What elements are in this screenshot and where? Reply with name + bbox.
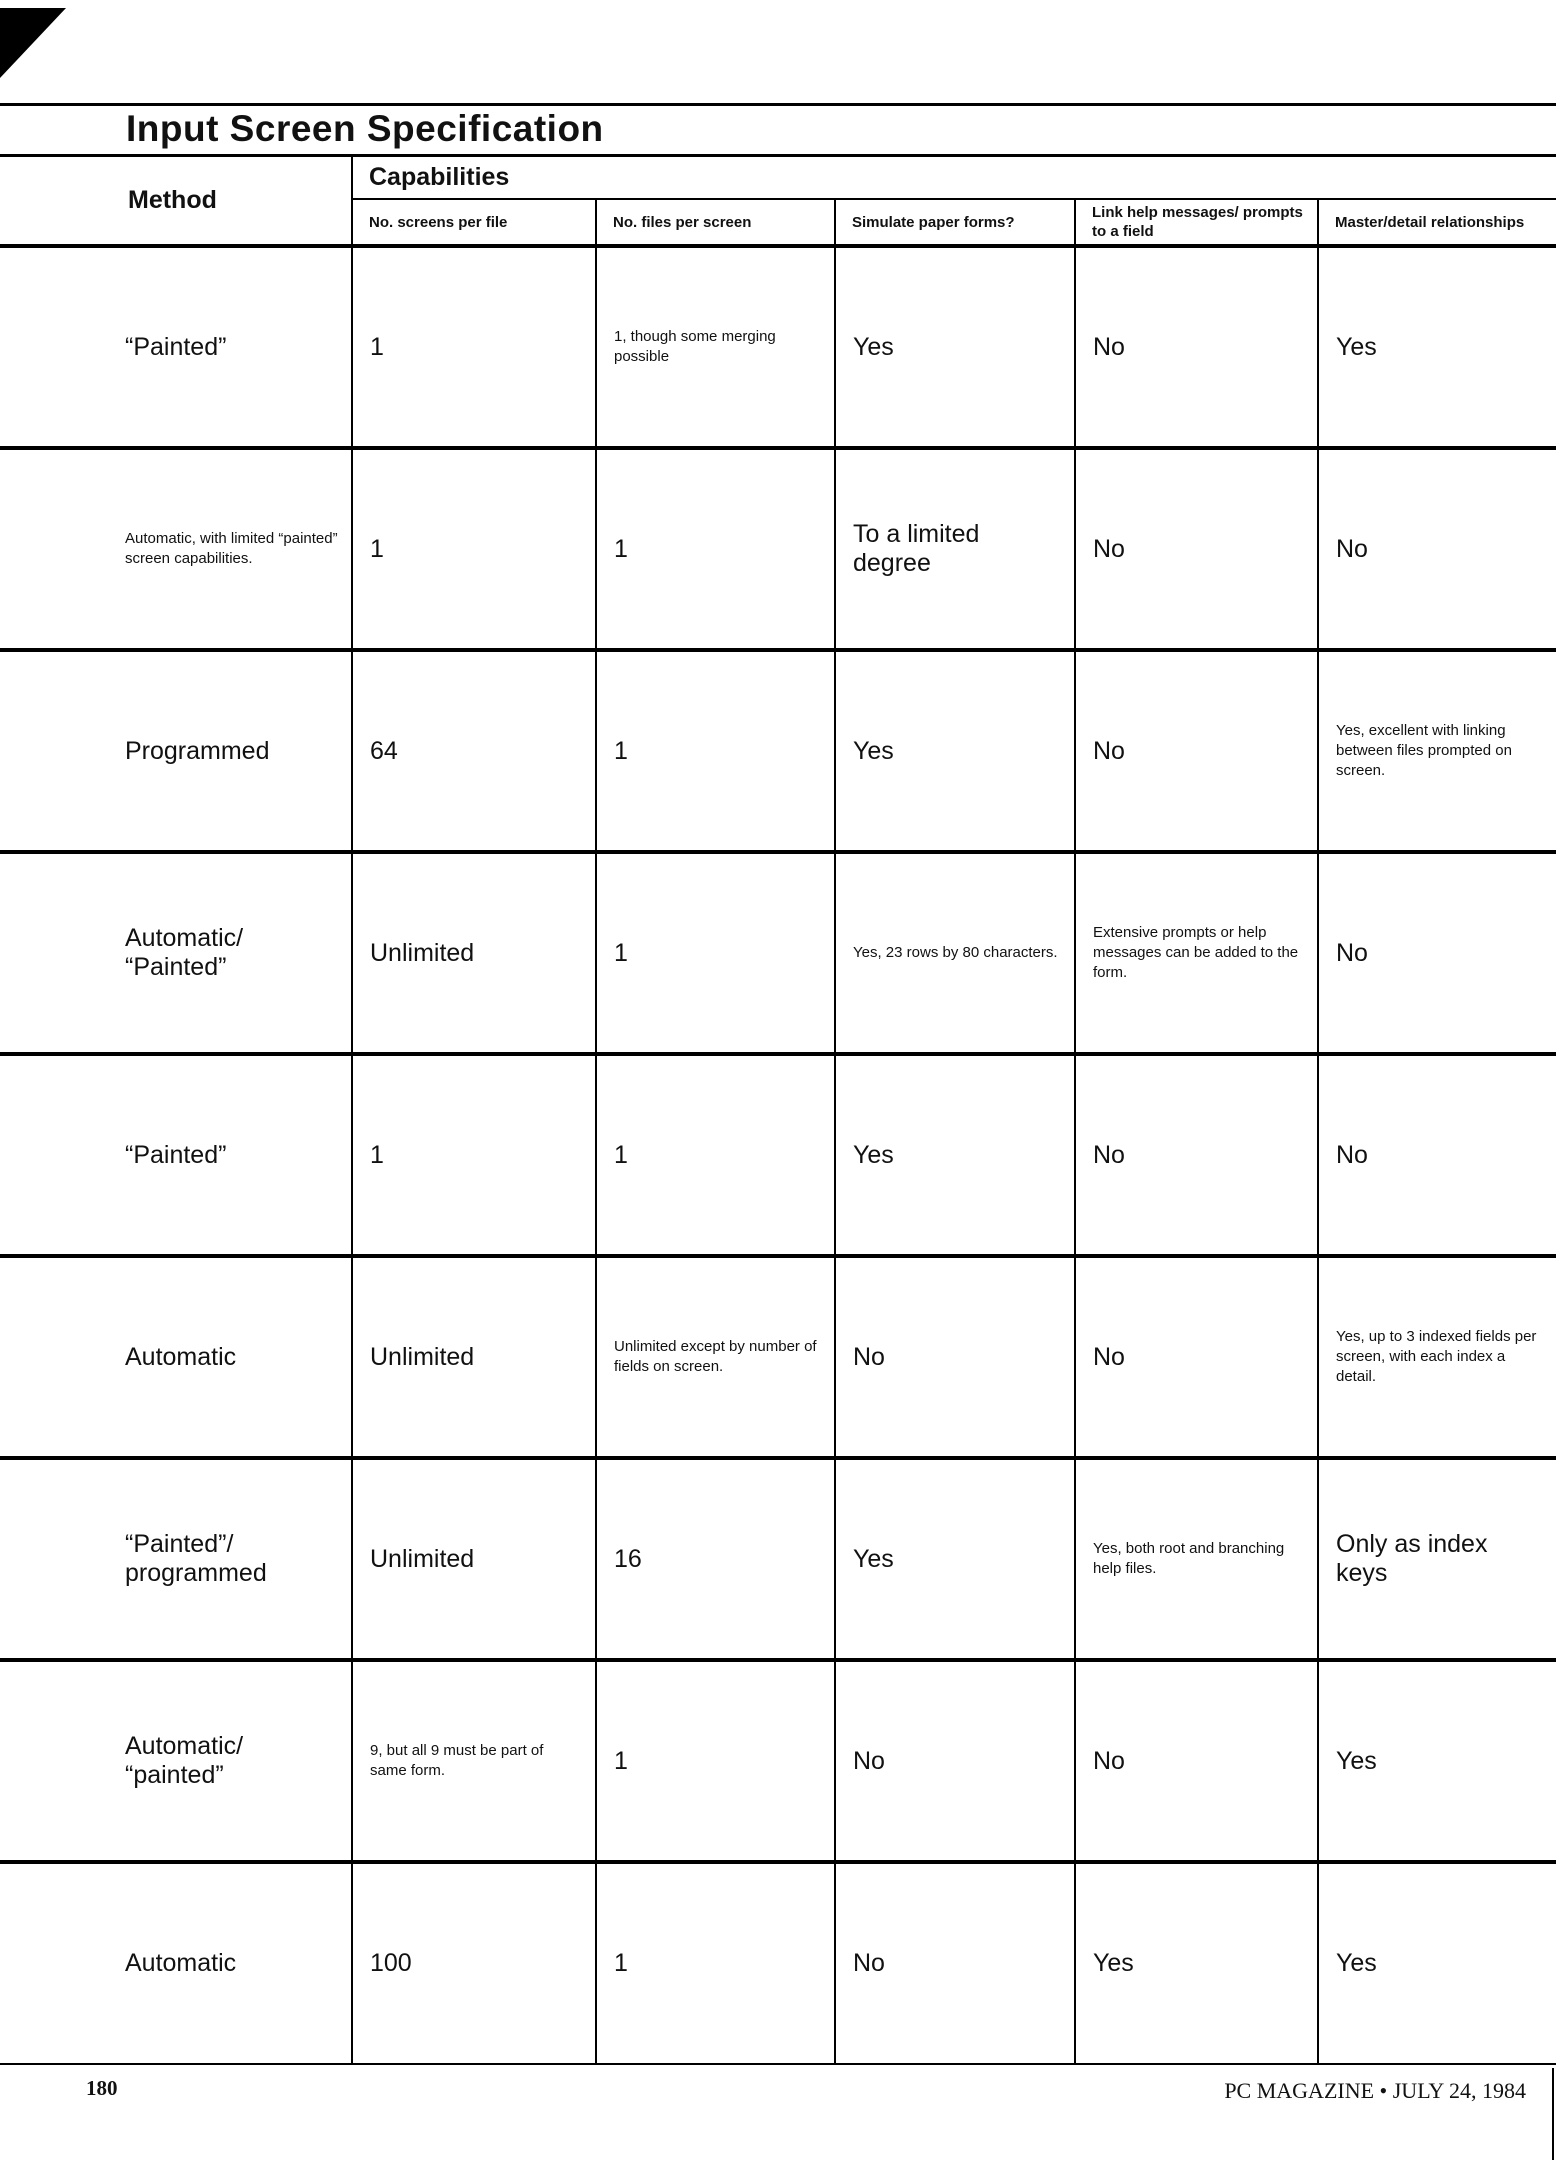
master-detail-cell: No [1318,448,1556,650]
screens-per-file-cell: 64 [352,650,596,852]
files-per-screen-cell: 1 [596,1054,835,1256]
screens-per-file-cell: 100 [352,1862,596,2064]
simulate-paper-forms-cell: No [835,1256,1075,1458]
master-detail-cell: Yes, excellent with linking between files prompted on screen. [1318,650,1556,852]
files-per-screen-cell: 1 [596,1862,835,2064]
page-number: 180 [86,2076,118,2100]
method-cell: Automatic, with limited “painted” screen capabilities. [0,448,352,650]
table-row [0,246,1556,448]
screens-per-file-cell: Unlimited [352,1256,596,1458]
master-detail-cell: No [1318,1054,1556,1256]
files-per-screen-cell: 1 [596,852,835,1054]
simulate-paper-forms-cell: Yes [835,1054,1075,1256]
column-header-screens-per-file: No. screens per file [352,199,596,246]
method-cell: “Painted” [0,1054,352,1256]
screens-per-file-cell: 9, but all 9 must be part of same form. [352,1660,596,1862]
method-column-header: Method [0,156,352,246]
method-cell: Automatic/ “Painted” [0,852,352,1054]
table-row [0,1054,1556,1256]
simulate-paper-forms-cell: No [835,1862,1075,2064]
simulate-paper-forms-cell: Yes [835,1458,1075,1660]
master-detail-cell: Yes [1318,1862,1556,2064]
link-help-cell: No [1075,448,1318,650]
link-help-cell: No [1075,1660,1318,1862]
table-row [0,852,1556,1054]
link-help-cell: Extensive prompts or help messages can be added to the form. [1075,852,1318,1054]
simulate-paper-forms-cell: Yes, 23 rows by 80 characters. [835,852,1075,1054]
table-row [0,1862,1556,2064]
link-help-cell: Yes [1075,1862,1318,2064]
simulate-paper-forms-cell: Yes [835,650,1075,852]
screens-per-file-cell: 1 [352,246,596,448]
simulate-paper-forms-cell: To a limited degree [835,448,1075,650]
column-header-master-detail: Master/detail relationships [1318,199,1556,246]
spec-table [0,156,1556,2065]
link-help-cell: Yes, both root and branching help files. [1075,1458,1318,1660]
master-detail-cell: Yes, up to 3 indexed fields per screen, with each index a detail. [1318,1256,1556,1458]
publication-footer: PC MAGAZINE • JULY 24, 1984 [1224,2078,1526,2103]
table-row [0,1458,1556,1660]
link-help-cell: No [1075,650,1318,852]
master-detail-cell: Yes [1318,246,1556,448]
column-header-link-help: Link help messages/ prompts to a field [1075,199,1318,246]
column-header-files-per-screen: No. files per screen [596,199,835,246]
method-cell: Automatic/ “painted” [0,1660,352,1862]
master-detail-cell: Only as index keys [1318,1458,1556,1660]
master-detail-cell: Yes [1318,1660,1556,1862]
table-row [0,448,1556,650]
right-edge-rule [1552,2068,1554,2160]
link-help-cell: No [1075,1054,1318,1256]
corner-triangle-mark [0,8,66,78]
top-rule [0,103,1556,106]
files-per-screen-cell: 1 [596,1660,835,1862]
simulate-paper-forms-cell: Yes [835,246,1075,448]
table-row [0,1660,1556,1862]
column-header-simulate-paper-forms: Simulate paper forms? [835,199,1075,246]
link-help-cell: No [1075,246,1318,448]
screens-per-file-cell: Unlimited [352,852,596,1054]
files-per-screen-cell: Unlimited except by number of fields on screen. [596,1256,835,1458]
method-cell: Automatic [0,1862,352,2064]
screens-per-file-cell: 1 [352,448,596,650]
link-help-cell: No [1075,1256,1318,1458]
table-title: Input Screen Specification [126,108,604,149]
method-cell: Automatic [0,1256,352,1458]
files-per-screen-cell: 1, though some merging possible [596,246,835,448]
method-cell: “Painted”/ programmed [0,1458,352,1660]
table-row [0,1256,1556,1458]
files-per-screen-cell: 16 [596,1458,835,1660]
master-detail-cell: No [1318,852,1556,1054]
simulate-paper-forms-cell: No [835,1660,1075,1862]
screens-per-file-cell: Unlimited [352,1458,596,1660]
method-cell: Programmed [0,650,352,852]
table-row [0,650,1556,852]
capabilities-header: Capabilities [352,156,1556,199]
screens-per-file-cell: 1 [352,1054,596,1256]
files-per-screen-cell: 1 [596,448,835,650]
files-per-screen-cell: 1 [596,650,835,852]
method-cell: “Painted” [0,246,352,448]
